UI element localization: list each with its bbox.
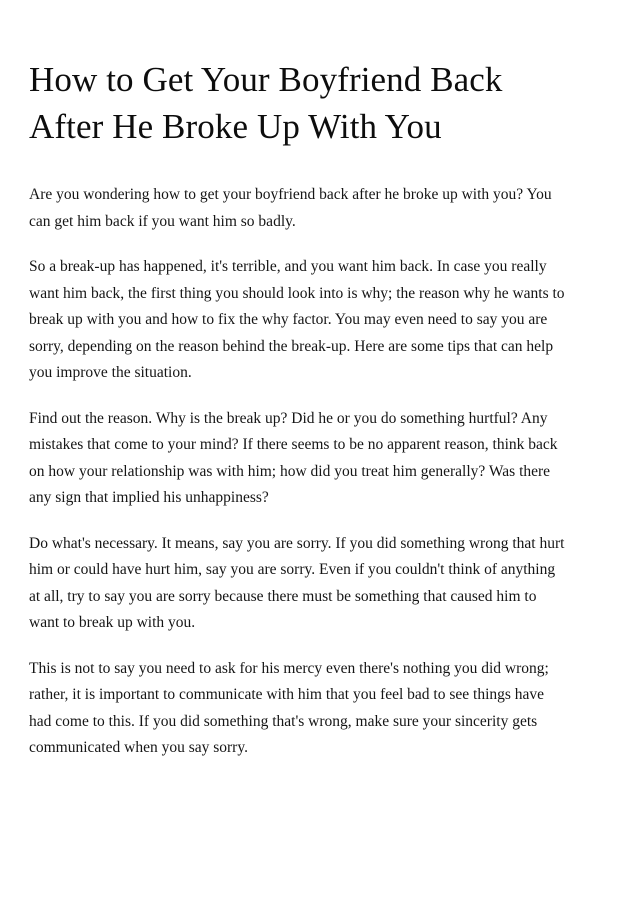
paragraph-5 [29, 656, 608, 762]
paragraph-line: you improve the situation. [29, 364, 192, 381]
paragraph-1 [29, 182, 608, 235]
paragraph-line: at all, try to say you are sorry because there must be something that caused him to [29, 587, 537, 605]
paragraph-3 [29, 406, 608, 512]
paragraph-4 [29, 531, 608, 637]
paragraph-line: him or could have hurt him, say you are sorry. Even if you couldn't think of anything [29, 561, 556, 578]
paragraph-line: can get him back if you want him so badly. [29, 212, 296, 230]
paragraph-line: want to break up with you. [29, 614, 196, 631]
paragraph-line: any sign that implied his unhappiness? [29, 489, 269, 506]
paragraph-line: break up with you and how to fix the why factor. You may even need to say you are [29, 311, 548, 328]
paragraph-line: So a break-up has happened, it's terrible, and you want him back. In case you really [29, 258, 547, 275]
paragraph-line: rather, it is important to communicate with him that you feel bad to see things have [29, 686, 545, 703]
paragraph-line: want him back, the first thing you should look into is why; the reason why he wants to [29, 284, 565, 302]
title-line-1: How to Get Your Boyfriend Back [29, 60, 503, 99]
paragraph-line: Do what's necessary. It means, say you are sorry. If you did something wrong that hurt [29, 534, 565, 552]
paragraph-line: This is not to say you need to ask for his mercy even there's nothing you did wrong; [29, 659, 549, 677]
document-body [29, 182, 608, 762]
title-line-2: After He Broke Up With You [29, 107, 442, 146]
paragraph-line: Are you wondering how to get your boyfriend back after he broke up with you? You [29, 186, 552, 203]
paragraph-line: mistakes that come to your mind? If there seems to be no apparent reason, think back [29, 436, 558, 453]
paragraph-line: sorry, depending on the reason behind the break-up. Here are some tips that can help [29, 337, 554, 355]
document-title [29, 56, 608, 150]
paragraph-line: communicated when you say sorry. [29, 739, 248, 756]
paragraph-2 [29, 254, 608, 387]
paragraph-line: had come to this. If you did something that's wrong, make sure your sincerity gets [29, 712, 538, 730]
paragraph-line: on how your relationship was with him; how did you treat him generally? Was there [29, 462, 551, 480]
paragraph-line: Find out the reason. Why is the break up? Did he or you do something hurtful? Any [29, 409, 548, 427]
